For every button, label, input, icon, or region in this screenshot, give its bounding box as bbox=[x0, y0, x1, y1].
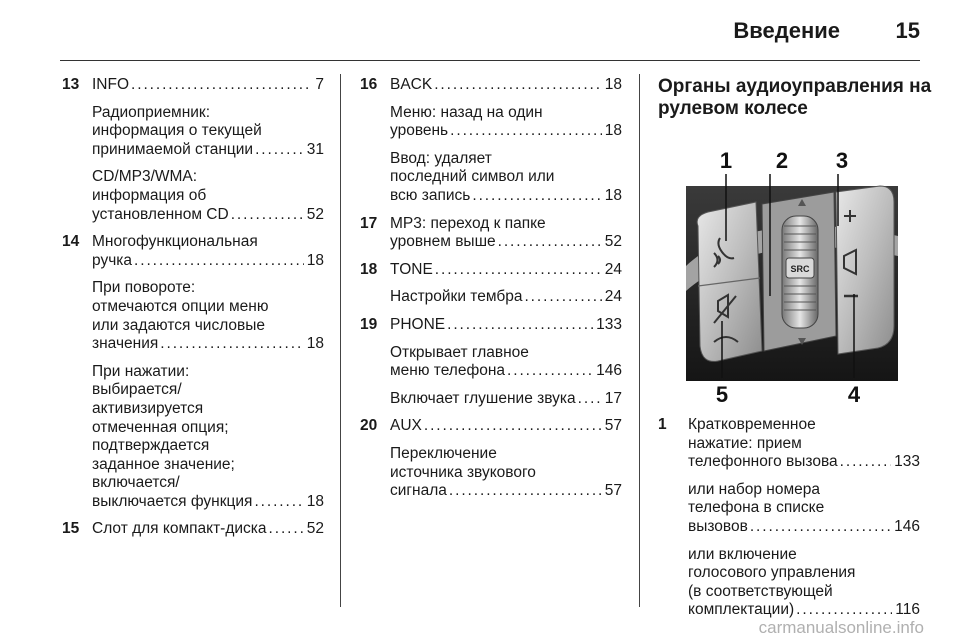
page-reference-link[interactable]: 18 bbox=[604, 122, 622, 140]
entry-paragraph bbox=[390, 344, 622, 381]
dot-leader bbox=[129, 76, 312, 95]
entry-line-with-page bbox=[92, 493, 324, 512]
watermark: carmanualsonline.info bbox=[758, 618, 924, 637]
entry-line-with-page bbox=[688, 453, 920, 472]
entry-text: голосового управления bbox=[688, 564, 856, 582]
index-entry bbox=[360, 417, 622, 500]
right-column-entries bbox=[658, 416, 920, 620]
page-reference-link[interactable]: 57 bbox=[604, 482, 622, 500]
entry-text: отмеченная опция; bbox=[92, 418, 229, 436]
page-reference-link[interactable]: 52 bbox=[604, 233, 622, 251]
entry-paragraph bbox=[688, 416, 920, 472]
index-entry bbox=[658, 416, 920, 620]
entry-paragraph bbox=[390, 316, 622, 335]
index-entry bbox=[360, 215, 622, 252]
entry-text: PHONE bbox=[390, 315, 446, 333]
entry-text: значения bbox=[92, 335, 159, 353]
entry-text: последний символ или bbox=[390, 168, 555, 186]
entry-line-with-page bbox=[390, 233, 622, 252]
entry-text: Открывает главное bbox=[390, 343, 529, 361]
entry-line-with-page bbox=[390, 417, 622, 436]
entry-number: 17 bbox=[360, 214, 378, 232]
entry-line-with-page bbox=[92, 252, 324, 271]
page-reference-link[interactable]: 24 bbox=[604, 260, 622, 278]
page-reference-link[interactable]: 31 bbox=[306, 140, 324, 158]
entry-line-with-page bbox=[390, 261, 622, 280]
entry-text: или включение bbox=[688, 545, 797, 563]
entry-text: всю запись bbox=[390, 186, 471, 204]
column-separator-2 bbox=[639, 74, 640, 607]
entry-paragraph bbox=[390, 150, 622, 206]
page-reference-link[interactable]: 17 bbox=[604, 389, 622, 407]
entry-line-with-page bbox=[688, 518, 920, 537]
entry-paragraph bbox=[390, 288, 622, 307]
entry-line-with-page bbox=[390, 482, 622, 501]
callout-5: 5 bbox=[715, 382, 729, 406]
dot-leader bbox=[470, 187, 601, 206]
page-reference-link[interactable]: 133 bbox=[596, 315, 622, 333]
entry-line-with-page bbox=[390, 187, 622, 206]
entry-text: активизируется bbox=[92, 399, 204, 417]
entry-text: Ввод: удаляет bbox=[390, 149, 492, 167]
entry-text: MP3: переход к папке bbox=[390, 214, 546, 232]
entry-text: Кратковременное bbox=[688, 416, 816, 433]
entry-paragraph bbox=[92, 168, 324, 224]
entry-paragraph bbox=[92, 104, 324, 160]
entry-line-with-page bbox=[92, 206, 324, 225]
entry-text: выключается функция bbox=[92, 492, 253, 510]
dot-leader bbox=[229, 206, 304, 225]
page-reference-link[interactable]: 52 bbox=[306, 205, 324, 223]
entry-text: вызовов bbox=[688, 517, 748, 535]
page-reference-link[interactable]: 7 bbox=[315, 76, 324, 93]
entry-text: INFO bbox=[92, 76, 130, 93]
entry-paragraph bbox=[92, 233, 324, 270]
entry-line-with-page bbox=[390, 362, 622, 381]
entry-text: уровнем выше bbox=[390, 233, 496, 251]
dot-leader bbox=[445, 316, 593, 335]
entry-paragraph bbox=[390, 445, 622, 501]
entry-text: TONE bbox=[390, 260, 433, 278]
entry-line-with-page bbox=[92, 520, 324, 539]
entry-number: 14 bbox=[62, 233, 80, 251]
index-entry bbox=[62, 76, 324, 224]
callout-3: 3 bbox=[835, 148, 849, 173]
entry-text: уровень bbox=[390, 122, 449, 140]
entry-text: включается/ bbox=[92, 474, 180, 492]
callout-1: 1 bbox=[719, 148, 733, 173]
dot-leader bbox=[267, 520, 304, 539]
entry-paragraph bbox=[688, 546, 920, 620]
dot-leader bbox=[496, 233, 602, 252]
dot-leader bbox=[447, 482, 602, 501]
page-reference-link[interactable]: 52 bbox=[306, 520, 324, 538]
entry-text: Меню: назад на один bbox=[390, 103, 543, 121]
entry-text: или набор номера bbox=[688, 480, 820, 498]
entry-number: 13 bbox=[62, 76, 80, 93]
entry-text: информация о текущей bbox=[92, 122, 262, 140]
index-entry bbox=[360, 76, 622, 206]
entry-text: CD/MP3/WMA: bbox=[92, 168, 198, 186]
entry-text: Включает глушение звука bbox=[390, 389, 576, 407]
index-entry bbox=[62, 520, 324, 539]
entry-number: 18 bbox=[360, 260, 378, 278]
entry-text: меню телефона bbox=[390, 362, 506, 380]
src-label: SRC bbox=[790, 264, 810, 274]
entry-text: установленном CD bbox=[92, 205, 229, 223]
entry-text: При нажатии: bbox=[92, 362, 190, 380]
page-reference-link[interactable]: 18 bbox=[604, 76, 622, 93]
entry-text: AUX bbox=[390, 417, 422, 435]
page-reference-link[interactable]: 133 bbox=[894, 453, 920, 471]
entry-paragraph bbox=[390, 104, 622, 141]
entry-text: ручка bbox=[92, 251, 133, 269]
entry-line-with-page bbox=[390, 122, 622, 141]
entry-text: BACK bbox=[390, 76, 433, 93]
entry-text: или задаются числовые bbox=[92, 316, 266, 334]
entry-text: Настройки тембра bbox=[390, 288, 523, 306]
entry-text: комплектации) bbox=[688, 601, 795, 619]
left-column bbox=[62, 76, 324, 548]
header-rule bbox=[60, 60, 920, 61]
entry-text: заданное значение; bbox=[92, 455, 235, 473]
entry-text: информация об bbox=[92, 186, 207, 204]
entry-line-with-page bbox=[390, 390, 622, 409]
entry-text: телефонного вызова bbox=[688, 453, 838, 471]
volume-pad bbox=[836, 186, 894, 354]
entry-text: При повороте: bbox=[92, 279, 196, 297]
dot-leader bbox=[748, 518, 891, 537]
entry-paragraph bbox=[390, 215, 622, 252]
page-reference-link[interactable]: 18 bbox=[306, 492, 324, 510]
entry-line-with-page bbox=[92, 141, 324, 160]
page-reference-link[interactable]: 146 bbox=[596, 362, 622, 380]
entry-line-with-page bbox=[92, 335, 324, 354]
entry-text: Многофункциональная bbox=[92, 233, 258, 251]
entry-paragraph bbox=[92, 520, 324, 539]
dot-leader bbox=[838, 453, 891, 472]
entry-text: сигнала bbox=[390, 482, 447, 500]
dot-leader bbox=[505, 362, 593, 381]
entry-text: телефона в списке bbox=[688, 499, 825, 517]
dot-leader bbox=[576, 390, 602, 409]
entry-line-with-page bbox=[390, 288, 622, 307]
dot-leader bbox=[132, 252, 304, 271]
entry-text: отмечаются опции меню bbox=[92, 297, 269, 315]
entry-paragraph bbox=[92, 76, 324, 95]
section-title bbox=[658, 76, 932, 120]
callout-4: 4 bbox=[847, 382, 861, 406]
entry-paragraph bbox=[390, 417, 622, 436]
entry-line-with-page bbox=[92, 76, 324, 95]
page-reference-link[interactable]: 18 bbox=[306, 251, 324, 269]
entry-text: Слот для компакт-диска bbox=[92, 520, 267, 538]
entry-paragraph bbox=[390, 76, 622, 95]
entry-number: 1 bbox=[658, 416, 667, 433]
dot-leader bbox=[158, 335, 303, 354]
page-reference-link[interactable]: 24 bbox=[604, 288, 622, 306]
entry-text: нажатие: прием bbox=[688, 434, 802, 452]
page-reference-link[interactable]: 18 bbox=[604, 186, 622, 204]
dot-leader bbox=[432, 76, 602, 95]
entry-paragraph bbox=[390, 261, 622, 280]
dot-leader bbox=[253, 141, 304, 160]
dot-leader bbox=[422, 417, 602, 436]
column-separator-1 bbox=[340, 74, 341, 607]
entry-text: (в соответствующей bbox=[688, 582, 833, 600]
entry-text: принимаемой станции bbox=[92, 140, 254, 158]
steering-wheel-controls-illustration bbox=[658, 146, 898, 406]
section-title-line: Органы аудиоуправления на bbox=[658, 76, 932, 97]
entry-number: 19 bbox=[360, 315, 378, 333]
entry-text: Переключение bbox=[390, 444, 497, 462]
entry-number: 20 bbox=[360, 417, 378, 435]
entry-number: 15 bbox=[62, 520, 80, 538]
page-reference-link[interactable]: 18 bbox=[306, 335, 324, 353]
dot-leader bbox=[448, 122, 602, 141]
entry-line-with-page bbox=[390, 316, 622, 335]
entry-text: подтверждается bbox=[92, 437, 210, 455]
entry-text: источника звукового bbox=[390, 463, 536, 481]
steering-wheel-controls-figure bbox=[658, 146, 898, 406]
page-number: 15 bbox=[895, 18, 920, 43]
entry-text: Радиоприемник: bbox=[92, 103, 211, 121]
entry-text: выбирается/ bbox=[92, 381, 182, 399]
page-reference-link[interactable]: 146 bbox=[894, 517, 920, 535]
entry-paragraph bbox=[92, 363, 324, 512]
index-entry bbox=[360, 316, 622, 408]
middle-column bbox=[360, 76, 622, 510]
dot-leader bbox=[252, 493, 303, 512]
page-title: Введение bbox=[733, 18, 840, 43]
entry-number: 16 bbox=[360, 76, 378, 93]
page-reference-link[interactable]: 116 bbox=[895, 601, 920, 619]
page-reference-link[interactable]: 57 bbox=[604, 417, 622, 435]
entry-paragraph bbox=[390, 390, 622, 409]
entry-line-with-page bbox=[390, 76, 622, 95]
callout-2: 2 bbox=[775, 148, 789, 173]
dot-leader bbox=[522, 288, 601, 307]
entry-paragraph bbox=[688, 481, 920, 537]
section-title-line: рулевом колесе bbox=[658, 98, 808, 119]
index-entry bbox=[360, 261, 622, 307]
entry-paragraph bbox=[92, 279, 324, 353]
right-column bbox=[658, 76, 932, 629]
index-entry bbox=[62, 233, 324, 511]
dot-leader bbox=[433, 261, 602, 280]
